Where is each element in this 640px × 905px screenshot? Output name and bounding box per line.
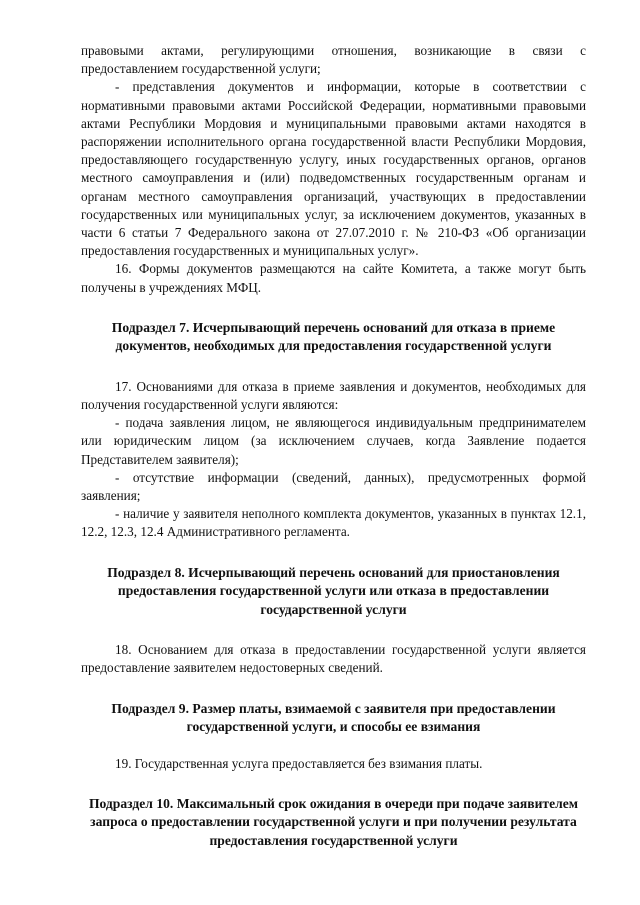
paragraph-18-refusal: 18. Основанием для отказа в предоставлении государственной услуги является предоставление заявителем недостоверных сведений. xyxy=(81,642,586,676)
document-page xyxy=(81,42,586,850)
paragraph-17-item-applicant: - подача заявления лицом, не являющегося индивидуальным предпринимателем или юридическим лицом (за исключением случаев, когда Заявление подается Представителем заявителя); xyxy=(81,415,586,467)
paragraph-17-item-missing-info: - отсутствие информации (сведений, данных), предусмотренных формой заявления; xyxy=(81,469,586,504)
paragraph-16-forms: 16. Формы документов размещаются на сайте Комитета, а также могут быть получены в учреждениях МФЦ. xyxy=(81,261,586,295)
paragraph-17-grounds: 17. Основаниями для отказа в приеме заявления и документов, необходимых для получения государственной услуги являются: xyxy=(81,378,586,413)
paragraph-19-no-fee: 19. Государственная услуга предоставляется без взимания платы. xyxy=(115,755,483,771)
section-10-heading: Подраздел 10. Максимальный срок ожидания в очереди при подаче заявителем запроса о предоставлении государственной услуги и при получении результата предоставления государственной услуги xyxy=(88,795,579,848)
section-8-heading: Подраздел 8. Исчерпывающий перечень оснований для приостановления предоставления государственной услуги или отказа в предоставлении государственной услуги xyxy=(107,564,560,617)
paragraph-17-item-incomplete-docs: - наличие у заявителя неполного комплекта документов, указанных в пунктах 12.1, 12.2, 12.3, 12.4 Административного регламента. xyxy=(81,506,586,540)
section-9-heading: Подраздел 9. Размер платы, взимаемой с заявителя при предоставлении государственной услуги, и способы ее взимания xyxy=(111,700,556,735)
section-7-heading: Подраздел 7. Исчерпывающий перечень оснований для отказа в приеме документов, необходимых для предоставления государственной услуги xyxy=(111,319,556,354)
paragraph-documents-list-item: - представления документов и информации, которые в соответствии с нормативными правовыми актами Российской Федерации, нормативными правовыми актами Республики Мордовия и муниципальными правовыми актами находятся в распоряжении исполнительного органа государственной власти Республики Мордовия, предоставляющего государственную услугу, иных государственных органов, органов местного самоуправления и (или) подведомственных государственным органам и органам местного самоуправления организаций, участвующих в предоставлении государственных или муниципальных услуг, за исключением документов, указанных в части 6 статьи 7 Федерального закона от 27.07.2010 г. № 210-ФЗ «Об организации предоставления государственных и муниципальных услуг». xyxy=(81,79,586,259)
paragraph-legal-acts-continued: правовыми актами, регулирующими отношения, возникающие в связи с предоставлением государственной услуги; xyxy=(81,43,586,77)
